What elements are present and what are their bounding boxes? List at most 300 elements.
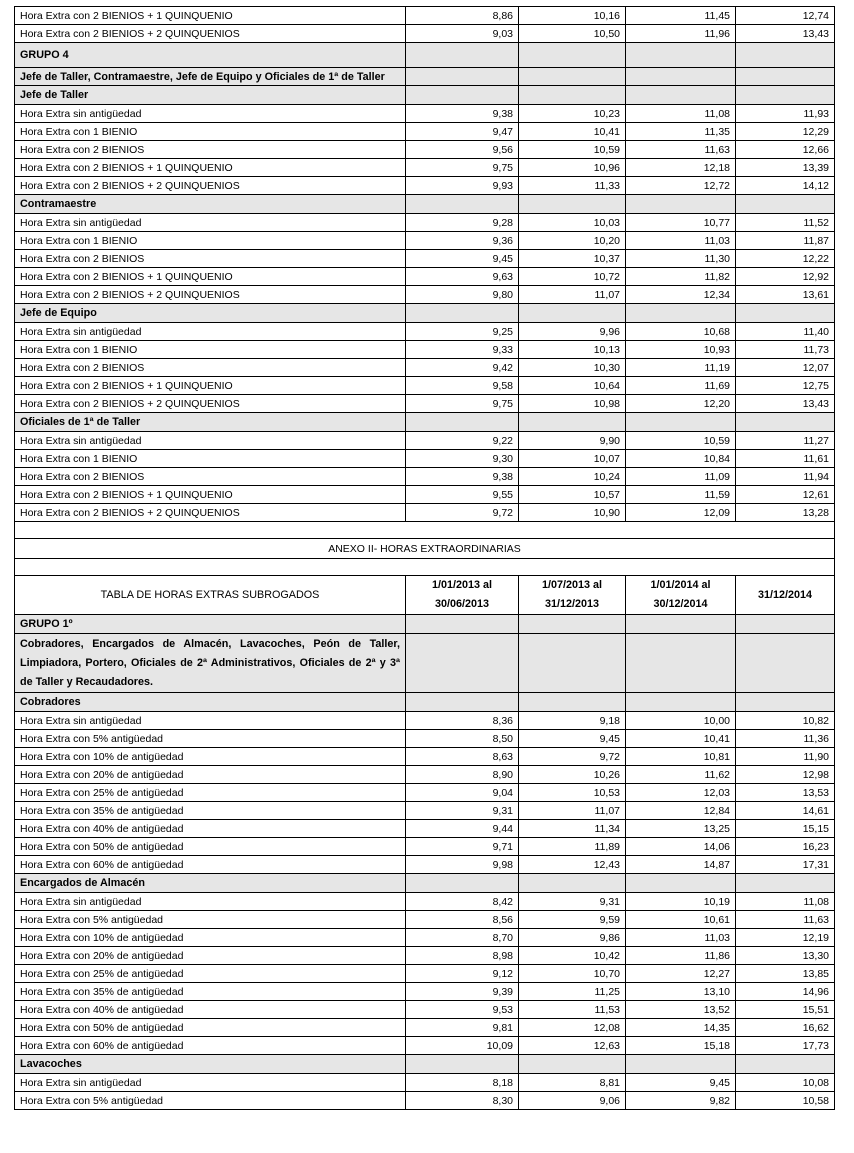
row-value: 10,84 [626, 450, 736, 468]
empty-cell [626, 634, 736, 693]
section-header-label: Oficiales de 1ª de Taller [15, 413, 406, 432]
empty-cell [406, 413, 519, 432]
table-row [15, 929, 835, 947]
row-label: Hora Extra con 25% de antigüedad [15, 965, 406, 983]
row-value: 15,18 [626, 1037, 736, 1055]
overtime-rates-table [14, 6, 835, 1110]
row-label: Hora Extra sin antigüedad [15, 323, 406, 341]
row-value: 10,03 [519, 214, 626, 232]
empty-cell [736, 1055, 835, 1074]
row-value: 9,59 [519, 911, 626, 929]
empty-cell [736, 43, 835, 68]
row-label: Hora Extra con 60% de antigüedad [15, 1037, 406, 1055]
empty-cell [626, 693, 736, 712]
row-label: Hora Extra con 1 BIENIO [15, 123, 406, 141]
table-row [15, 7, 835, 25]
table-row [15, 1037, 835, 1055]
period-end: 31/12/2013 [544, 598, 600, 610]
row-value: 9,22 [406, 432, 519, 450]
empty-cell [519, 195, 626, 214]
row-value: 9,42 [406, 359, 519, 377]
row-value: 9,25 [406, 323, 519, 341]
row-value: 9,33 [406, 341, 519, 359]
row-value: 10,23 [519, 105, 626, 123]
empty-cell [406, 693, 519, 712]
row-value: 11,63 [626, 141, 736, 159]
row-value: 11,45 [626, 7, 736, 25]
row-value: 12,07 [736, 359, 835, 377]
row-value: 10,90 [519, 504, 626, 522]
row-value: 9,45 [406, 250, 519, 268]
section-header [15, 195, 835, 214]
table-row [15, 911, 835, 929]
table-row [15, 838, 835, 856]
row-value: 13,43 [736, 25, 835, 43]
table-row [15, 450, 835, 468]
row-value: 9,56 [406, 141, 519, 159]
row-value: 11,34 [519, 820, 626, 838]
row-value: 9,71 [406, 838, 519, 856]
row-value: 10,08 [736, 1074, 835, 1092]
empty-cell [406, 634, 519, 693]
row-value: 9,96 [519, 323, 626, 341]
period-header [519, 576, 626, 615]
row-value: 11,33 [519, 177, 626, 195]
section-header [15, 86, 835, 105]
empty-cell [626, 874, 736, 893]
row-value: 9,86 [519, 929, 626, 947]
row-label: Hora Extra con 50% de antigüedad [15, 838, 406, 856]
row-value: 10,82 [736, 712, 835, 730]
period-end: 30/06/2013 [434, 598, 490, 610]
row-value: 9,39 [406, 983, 519, 1001]
row-label: Hora Extra con 2 BIENIOS + 1 QUINQUENIO [15, 486, 406, 504]
row-value: 10,19 [626, 893, 736, 911]
row-value: 12,03 [626, 784, 736, 802]
table-row [15, 947, 835, 965]
empty-cell [736, 195, 835, 214]
period-start: 1/01/2013 al [431, 579, 493, 591]
table-row [15, 784, 835, 802]
empty-cell [519, 413, 626, 432]
table-row [15, 468, 835, 486]
group-header [15, 615, 835, 634]
table-row [15, 1001, 835, 1019]
row-value: 14,12 [736, 177, 835, 195]
empty-cell [519, 693, 626, 712]
row-value: 11,35 [626, 123, 736, 141]
empty-cell [626, 1055, 736, 1074]
row-value: 10,81 [626, 748, 736, 766]
row-value: 12,34 [626, 286, 736, 304]
row-value: 10,20 [519, 232, 626, 250]
row-value: 11,86 [626, 947, 736, 965]
empty-cell [736, 86, 835, 105]
group-description-label: Jefe de Taller, Contramaestre, Jefe de Equipo y Oficiales de 1ª de Taller [15, 68, 406, 86]
row-value: 13,61 [736, 286, 835, 304]
row-label: Hora Extra sin antigüedad [15, 712, 406, 730]
row-value: 9,45 [519, 730, 626, 748]
row-value: 15,51 [736, 1001, 835, 1019]
row-value: 14,61 [736, 802, 835, 820]
row-value: 9,03 [406, 25, 519, 43]
row-value: 11,07 [519, 286, 626, 304]
table-row [15, 965, 835, 983]
row-value: 9,98 [406, 856, 519, 874]
empty-cell [519, 615, 626, 634]
row-label: Hora Extra con 10% de antigüedad [15, 929, 406, 947]
empty-cell [406, 43, 519, 68]
table-row [15, 123, 835, 141]
empty-cell [406, 304, 519, 323]
table-row [15, 159, 835, 177]
table-row [15, 359, 835, 377]
table-row [15, 820, 835, 838]
row-value: 11,90 [736, 748, 835, 766]
row-value: 11,40 [736, 323, 835, 341]
table-row [15, 341, 835, 359]
table-row [15, 395, 835, 413]
row-value: 11,09 [626, 468, 736, 486]
row-label: Hora Extra con 2 BIENIOS + 1 QUINQUENIO [15, 268, 406, 286]
row-label: Hora Extra con 35% de antigüedad [15, 983, 406, 1001]
row-label: Hora Extra con 40% de antigüedad [15, 1001, 406, 1019]
row-value: 9,63 [406, 268, 519, 286]
period-start: 31/12/2014 [757, 588, 813, 601]
row-value: 11,36 [736, 730, 835, 748]
empty-cell [626, 615, 736, 634]
empty-cell [406, 195, 519, 214]
row-value: 9,12 [406, 965, 519, 983]
row-value: 8,30 [406, 1092, 519, 1110]
empty-cell [736, 693, 835, 712]
period-header [736, 576, 835, 615]
row-value: 13,39 [736, 159, 835, 177]
row-value: 9,80 [406, 286, 519, 304]
row-value: 10,72 [519, 268, 626, 286]
row-value: 10,13 [519, 341, 626, 359]
empty-cell [736, 413, 835, 432]
row-value: 14,35 [626, 1019, 736, 1037]
row-value: 9,45 [626, 1074, 736, 1092]
table-row [15, 486, 835, 504]
empty-cell [736, 634, 835, 693]
row-value: 11,53 [519, 1001, 626, 1019]
empty-cell [519, 86, 626, 105]
row-value: 8,70 [406, 929, 519, 947]
row-value: 12,84 [626, 802, 736, 820]
row-value: 9,38 [406, 105, 519, 123]
section-header-label: Lavacoches [15, 1055, 406, 1074]
row-value: 11,63 [736, 911, 835, 929]
row-label: Hora Extra con 35% de antigüedad [15, 802, 406, 820]
row-value: 12,19 [736, 929, 835, 947]
empty-cell [519, 874, 626, 893]
table-row [15, 377, 835, 395]
row-value: 12,29 [736, 123, 835, 141]
row-value: 11,03 [626, 929, 736, 947]
table-row [15, 504, 835, 522]
group-header [15, 43, 835, 68]
row-value: 11,59 [626, 486, 736, 504]
empty-cell [736, 68, 835, 86]
row-value: 10,37 [519, 250, 626, 268]
table-row [15, 268, 835, 286]
row-value: 10,61 [626, 911, 736, 929]
table-row [15, 856, 835, 874]
row-value: 14,87 [626, 856, 736, 874]
group-description [15, 634, 835, 693]
row-value: 11,93 [736, 105, 835, 123]
table-row [15, 432, 835, 450]
row-value: 11,19 [626, 359, 736, 377]
table-row [15, 250, 835, 268]
table-row [15, 1092, 835, 1110]
row-value: 12,75 [736, 377, 835, 395]
row-value: 9,72 [406, 504, 519, 522]
empty-cell [406, 874, 519, 893]
row-value: 12,72 [626, 177, 736, 195]
row-value: 8,50 [406, 730, 519, 748]
section-header [15, 874, 835, 893]
row-value: 14,06 [626, 838, 736, 856]
row-value: 11,52 [736, 214, 835, 232]
row-value: 10,96 [519, 159, 626, 177]
row-label: Hora Extra con 2 BIENIOS + 2 QUINQUENIOS [15, 504, 406, 522]
row-value: 13,43 [736, 395, 835, 413]
row-value: 9,31 [519, 893, 626, 911]
row-label: Hora Extra con 20% de antigüedad [15, 947, 406, 965]
row-label: Hora Extra con 40% de antigüedad [15, 820, 406, 838]
table-body [15, 7, 835, 1110]
row-value: 8,90 [406, 766, 519, 784]
row-label: Hora Extra sin antigüedad [15, 214, 406, 232]
empty-cell [626, 86, 736, 105]
row-value: 13,52 [626, 1001, 736, 1019]
row-value: 9,58 [406, 377, 519, 395]
table-row [15, 730, 835, 748]
empty-cell [406, 86, 519, 105]
table-row [15, 893, 835, 911]
row-value: 8,81 [519, 1074, 626, 1092]
empty-cell [519, 634, 626, 693]
row-label: Hora Extra sin antigüedad [15, 1074, 406, 1092]
spacer-row-cell [15, 522, 835, 539]
row-value: 8,56 [406, 911, 519, 929]
row-value: 11,61 [736, 450, 835, 468]
row-value: 10,09 [406, 1037, 519, 1055]
annex-title-cell: ANEXO II- HORAS EXTRAORDINARIAS [15, 539, 835, 559]
row-label: Hora Extra sin antigüedad [15, 105, 406, 123]
row-label: Hora Extra con 2 BIENIOS + 2 QUINQUENIOS [15, 177, 406, 195]
table-row [15, 232, 835, 250]
section-header [15, 413, 835, 432]
group-description [15, 68, 835, 86]
row-label: Hora Extra con 20% de antigüedad [15, 766, 406, 784]
row-value: 9,75 [406, 395, 519, 413]
row-value: 10,53 [519, 784, 626, 802]
table-row [15, 748, 835, 766]
row-label: Hora Extra con 1 BIENIO [15, 341, 406, 359]
row-value: 8,18 [406, 1074, 519, 1092]
row-value: 11,30 [626, 250, 736, 268]
table-row [15, 177, 835, 195]
table-row [15, 105, 835, 123]
row-label: Hora Extra con 2 BIENIOS [15, 141, 406, 159]
row-value: 11,82 [626, 268, 736, 286]
empty-cell [406, 1055, 519, 1074]
row-label: Hora Extra con 25% de antigüedad [15, 784, 406, 802]
row-value: 9,55 [406, 486, 519, 504]
group-header-label: GRUPO 4 [15, 43, 406, 68]
row-value: 17,73 [736, 1037, 835, 1055]
row-label: Hora Extra con 2 BIENIOS [15, 250, 406, 268]
table-row [15, 214, 835, 232]
row-label: Hora Extra con 5% antigüedad [15, 911, 406, 929]
empty-cell [736, 615, 835, 634]
table-row [15, 766, 835, 784]
table-row [15, 983, 835, 1001]
row-label: Hora Extra con 2 BIENIOS + 2 QUINQUENIOS [15, 25, 406, 43]
period-start: 1/01/2014 al [650, 579, 711, 591]
row-value: 9,06 [519, 1092, 626, 1110]
table-row [15, 802, 835, 820]
row-value: 12,61 [736, 486, 835, 504]
row-value: 9,72 [519, 748, 626, 766]
row-value: 12,63 [519, 1037, 626, 1055]
row-value: 11,96 [626, 25, 736, 43]
row-value: 16,23 [736, 838, 835, 856]
row-value: 10,98 [519, 395, 626, 413]
row-value: 8,98 [406, 947, 519, 965]
row-value: 10,00 [626, 712, 736, 730]
row-value: 10,58 [736, 1092, 835, 1110]
row-value: 15,15 [736, 820, 835, 838]
table-row [15, 25, 835, 43]
row-value: 10,41 [519, 123, 626, 141]
row-value: 12,22 [736, 250, 835, 268]
empty-cell [736, 304, 835, 323]
group-header-label: GRUPO 1º [15, 615, 406, 634]
period-header [626, 576, 736, 615]
row-label: Hora Extra con 5% antigüedad [15, 1092, 406, 1110]
row-value: 9,53 [406, 1001, 519, 1019]
row-value: 9,93 [406, 177, 519, 195]
table-title: TABLA DE HORAS EXTRAS SUBROGADOS [15, 576, 406, 615]
row-value: 12,09 [626, 504, 736, 522]
row-label: Hora Extra con 2 BIENIOS + 2 QUINQUENIOS [15, 286, 406, 304]
table-row [15, 1074, 835, 1092]
row-value: 11,89 [519, 838, 626, 856]
empty-cell [736, 874, 835, 893]
row-value: 10,59 [626, 432, 736, 450]
period-header [406, 576, 519, 615]
row-value: 9,36 [406, 232, 519, 250]
row-value: 9,90 [519, 432, 626, 450]
row-value: 9,75 [406, 159, 519, 177]
row-value: 17,31 [736, 856, 835, 874]
row-value: 13,28 [736, 504, 835, 522]
row-value: 9,47 [406, 123, 519, 141]
row-value: 8,42 [406, 893, 519, 911]
period-start: 1/07/2013 al [541, 579, 603, 591]
row-value: 10,26 [519, 766, 626, 784]
section-header-label: Jefe de Taller [15, 86, 406, 105]
section-header-label: Encargados de Almacén [15, 874, 406, 893]
empty-cell [626, 195, 736, 214]
row-value: 11,07 [519, 802, 626, 820]
row-value: 9,18 [519, 712, 626, 730]
row-label: Hora Extra con 2 BIENIOS [15, 468, 406, 486]
row-value: 11,62 [626, 766, 736, 784]
row-value: 14,96 [736, 983, 835, 1001]
row-label: Hora Extra con 2 BIENIOS + 1 QUINQUENIO [15, 7, 406, 25]
row-value: 8,36 [406, 712, 519, 730]
row-label: Hora Extra sin antigüedad [15, 432, 406, 450]
row-value: 9,38 [406, 468, 519, 486]
row-value: 9,04 [406, 784, 519, 802]
row-value: 10,24 [519, 468, 626, 486]
row-value: 9,31 [406, 802, 519, 820]
empty-cell [626, 304, 736, 323]
row-label: Hora Extra con 10% de antigüedad [15, 748, 406, 766]
row-value: 9,81 [406, 1019, 519, 1037]
section-header-label: Jefe de Equipo [15, 304, 406, 323]
row-value: 10,41 [626, 730, 736, 748]
table-row [15, 712, 835, 730]
row-value: 11,73 [736, 341, 835, 359]
row-value: 12,74 [736, 7, 835, 25]
row-value: 10,59 [519, 141, 626, 159]
section-header [15, 304, 835, 323]
row-value: 9,44 [406, 820, 519, 838]
table-row [15, 286, 835, 304]
column-header-row [15, 576, 835, 615]
spacer-row-cell [15, 559, 835, 576]
empty-cell [626, 43, 736, 68]
row-value: 11,08 [626, 105, 736, 123]
row-value: 10,68 [626, 323, 736, 341]
row-value: 12,18 [626, 159, 736, 177]
row-value: 13,85 [736, 965, 835, 983]
row-value: 12,66 [736, 141, 835, 159]
row-value: 11,08 [736, 893, 835, 911]
row-label: Hora Extra con 2 BIENIOS + 1 QUINQUENIO [15, 377, 406, 395]
row-value: 10,93 [626, 341, 736, 359]
row-value: 13,25 [626, 820, 736, 838]
row-value: 11,25 [519, 983, 626, 1001]
row-value: 12,08 [519, 1019, 626, 1037]
empty-cell [406, 68, 519, 86]
row-value: 10,30 [519, 359, 626, 377]
section-header [15, 693, 835, 712]
section-header-label: Cobradores [15, 693, 406, 712]
row-value: 10,57 [519, 486, 626, 504]
table-row [15, 1019, 835, 1037]
row-value: 10,42 [519, 947, 626, 965]
row-value: 12,98 [736, 766, 835, 784]
row-value: 11,69 [626, 377, 736, 395]
row-label: Hora Extra con 5% antigüedad [15, 730, 406, 748]
empty-cell [519, 68, 626, 86]
group-description-label: Cobradores, Encargados de Almacén, Lavacoches, Peón de Taller, Limpiadora, Portero, Oficiales de 2ª Administrativos, Oficiales de 2ª y 3ª de Taller y Recaudadores. [15, 634, 406, 693]
row-label: Hora Extra con 60% de antigüedad [15, 856, 406, 874]
row-value: 11,87 [736, 232, 835, 250]
row-value: 8,86 [406, 7, 519, 25]
empty-cell [519, 1055, 626, 1074]
row-value: 11,03 [626, 232, 736, 250]
row-label: Hora Extra con 2 BIENIOS + 2 QUINQUENIOS [15, 395, 406, 413]
